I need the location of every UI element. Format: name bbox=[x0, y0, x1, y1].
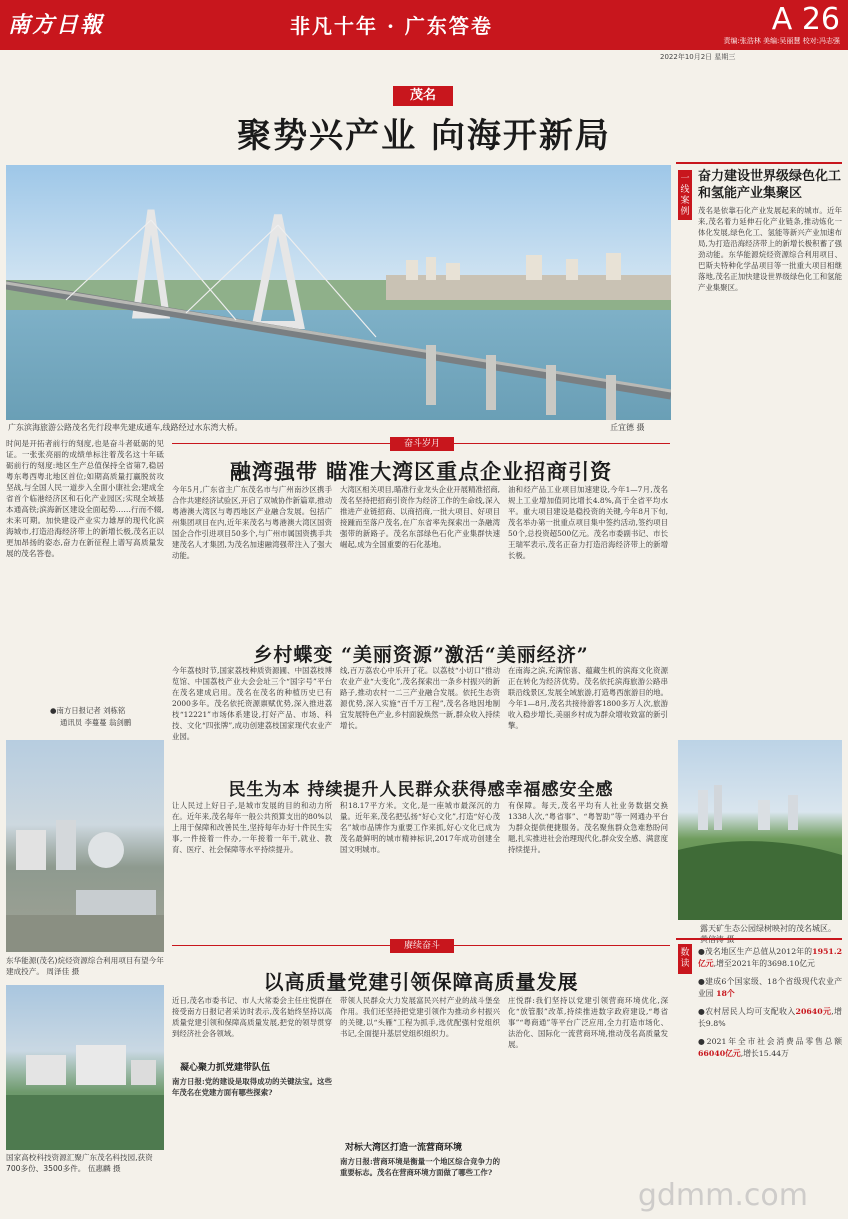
section1-title: 融湾强带 瞄准大湾区重点企业招商引资 bbox=[229, 459, 613, 484]
intro-text: 时间是开拓者前行的刻度,也是奋斗者砥砺的见证。一张张亮丽的成绩单标注着茂名这十年砥砺前行的刻度:地区生产总值保持全省第7,稳居粤东粤西粤北地区首位;如期高质量打赢脱贫攻坚战,与全国人民一道步入全面小康社会;建成全省首个临港经济区和石化产业园区;实现全域基本通高铁;滨海新区建设全面起势……行而不辍,未来可期。加快建设产业实力雄厚的现代化滨海城市,打造沿海经济带上的新增长极,茂名正以更加昂扬的姿态,奋力在新征程上谱写高质量发展的茂名答卷。 bbox=[6, 439, 164, 558]
intro-reporter: ●南方日报记者 刘栋铭 bbox=[50, 706, 126, 715]
sidebar-tab-case: 一线案例 bbox=[678, 170, 692, 220]
section3-col2: 积18.17平方米。文化,是一座城市最深沉的力量。近年来,茂名把弘扬“好心文化”,打造“好心茂名”城市品牌作为重要工作来抓,好心文化已成为茂名最鲜明的城市精神标识,2017年成功创建全国文明城市。 bbox=[340, 801, 500, 854]
number-suffix: ,增至2021年的3698.10亿元 bbox=[713, 959, 815, 968]
number-label: ●农村居民人均可支配收入 bbox=[698, 1007, 796, 1016]
page-headline: 聚势兴产业 向海开新局 bbox=[237, 116, 611, 156]
number-label: ●茂名地区生产总值从2012年的 bbox=[698, 947, 813, 956]
newspaper-logo: 南方日報 bbox=[8, 12, 105, 38]
bridge-illustration bbox=[6, 165, 671, 420]
watermark: gdmm.com bbox=[637, 1178, 808, 1213]
sidebar-body: 茂名是依靠石化产业发展起来的城市。近年来,茂名着力延伸石化产业链条,推动炼化一体化发展,绿色化工、氢能等新兴产业加速布局,为打造沿海经济带上的新增长极积蓄了强劲动能。东华能源烷烃资源综合利用项目、巴斯夫特种化学品项目等一批重大项目相继落地,茂名正加快建设世界级绿色化工和氢能产业集聚区。 bbox=[698, 206, 842, 292]
left-photo2-caption bbox=[6, 955, 164, 977]
number-item bbox=[698, 1036, 842, 1060]
section4-badge: 赓续奋斗 bbox=[390, 939, 454, 953]
sidebar-rule bbox=[676, 162, 842, 164]
number-item bbox=[698, 1006, 842, 1030]
series-title: 非凡十年 · 广东答卷 bbox=[290, 14, 493, 38]
number-value: 20640元 bbox=[795, 1007, 832, 1016]
city-illustration bbox=[678, 740, 842, 920]
left-photo3-caption-text: 国家高校科技资源汇聚广东茂名科技园,获资700多份、3500多件。 bbox=[6, 1153, 153, 1173]
editors-line: 责编:张浩林 美编:吴丽慧 校对:冯志强 bbox=[723, 37, 840, 45]
topic-label: 茂名 bbox=[393, 86, 453, 106]
number-value: 1951.2亿元 bbox=[698, 947, 842, 968]
issue-date: 2022年10月2日 星期三 bbox=[660, 53, 736, 61]
sidebar-title: 奋力建设世界级绿色化工和氢能产业集聚区 bbox=[698, 169, 842, 201]
section3-title: 民生为本 持续提升人民群众获得感幸福感安全感 bbox=[228, 780, 614, 800]
number-value: 66040亿元 bbox=[698, 1049, 741, 1058]
industry-illustration bbox=[6, 740, 164, 952]
sidebar-city-photo bbox=[678, 740, 842, 920]
left-campus-photo bbox=[6, 985, 164, 1150]
left-photo3-caption bbox=[6, 1152, 164, 1174]
section4-col1: 近日,茂名市委书记、市人大常委会主任庄悦群在接受南方日报记者采访时表示,茂名始终坚持以高质量党建引领和保障高质量发展,把党的领导贯穿到经济社会各领域。 bbox=[172, 996, 332, 1038]
sidebar-photo-caption bbox=[700, 923, 842, 945]
section2-col2: 线,百万荔农心中乐开了花。以荔枝“小切口”推动农业产业“大变化”,茂名探索出一条乡村振兴的新路子,推动农村一二三产业融合发展。依托生态资源优势,深入实施“百千万工程”,茂名各地因地制宜发展特色产业,乡村面貌焕然一新,群众收入持续增长。 bbox=[340, 666, 500, 730]
main-photo-caption: 广东滨海旅游公路茂名先行段率先建成通车,线路经过水东湾大桥。 bbox=[8, 423, 243, 432]
section1-badge: 奋斗岁月 bbox=[390, 437, 454, 451]
section3-col3: 有保障。每天,茂名平均有人社业务数据交换1338人次,“粤省事”、“粤智助”等一网通办平台为群众提供便捷服务。茂名聚焦群众急难愁盼问题,扎实推进社会治理现代化,群众安全感、满意度持续提升。 bbox=[508, 801, 668, 854]
number-value: 18个 bbox=[716, 989, 735, 998]
section4-col3: 庄悦群:我们坚持以党建引领营商环境优化,深化“放管服”改革,持续推进数字政府建设,“粤省事”“粤商通”等平台广泛应用,全力打造市场化、法治化、国际化一流营商环境,推动茂名高质量发展。 bbox=[508, 996, 668, 1049]
campus-illustration bbox=[6, 985, 164, 1150]
left-photo2-credit: 周泽佳 摄 bbox=[46, 967, 80, 976]
number-label: ●建成6个国家级、18个省级现代农业产业园 bbox=[698, 977, 842, 998]
section4-qa1: 南方日报:党的建设是取得成功的关键法宝。这些年茂名在党建方面有哪些探索? bbox=[172, 1077, 332, 1097]
main-photo-credit: 丘宜德 摄 bbox=[610, 423, 645, 432]
main-bridge-photo bbox=[6, 165, 671, 420]
left-photo3-credit: 伍惠麟 摄 bbox=[87, 1164, 121, 1173]
section1-col2: 大湾区相关项目,瞄准行业龙头企业开展精准招商,茂名坚持把招商引资作为经济工作的生命线,深入推进产业链招商、以商招商,一批大项目、好项目接踵而至落户茂名,在广东省率先探索出一条融湾强带的新路子。茂名东部绿色石化产业集群快速崛起,成为全国重要的石化基地。 bbox=[340, 485, 500, 549]
sidebar-tab-numbers: 数读 bbox=[678, 944, 692, 974]
section4-title: 以高质量党建引领保障高质量发展 bbox=[263, 970, 579, 994]
section4-col2: 带领人民群众大力发展富民兴村产业的战斗堡垒作用。我们还坚持把党建引领作为推动乡村振兴的关键,以“头雁”工程为抓手,选优配强村党组织书记,全面提升基层党组织组织力。 bbox=[340, 996, 500, 1038]
section4-sub2: 对标大湾区打造一流营商环境 bbox=[345, 1143, 463, 1153]
section3-col1: 让人民过上好日子,是城市发展的目的和动力所在。近年来,茂名每年一般公共预算支出的80%以上用于保障和改善民生,坚持每年办好十件民生实事,一件接着一件办,一年接着一年干,就业、教育、医疗、社会保障等水平持续提升。 bbox=[172, 801, 332, 854]
sidebar-numbers-rule bbox=[676, 938, 842, 940]
intro-correspondents: 通讯员 李蔓蔓 翁剑鹏 bbox=[60, 718, 132, 727]
masthead-bar bbox=[0, 0, 848, 50]
page-number: A 26 bbox=[771, 2, 840, 37]
section4-sub1: 凝心聚力抓党建带队伍 bbox=[180, 1063, 271, 1073]
section1-col3: 油和烃产品工业项目加速建设,今年1—7月,茂名规上工业增加值同比增长4.8%,高于全省平均水平。重大项目建设是稳投资的关键,今年8月下旬,茂名举办第一批重点项目集中签约活动,签约项目50个,总投资超500亿元。茂名市委副书记、市长王瑞军表示,茂名正奋力打造沿海经济带上的新增长极。 bbox=[508, 485, 668, 560]
number-item bbox=[698, 976, 842, 1000]
number-suffix: ,增长15.44万 bbox=[740, 1049, 789, 1058]
number-label: ●2021年全市社会消费品零售总额 bbox=[698, 1037, 842, 1046]
sidebar-numbers bbox=[698, 946, 842, 1216]
number-item bbox=[698, 946, 842, 970]
section2-title: 乡村蝶变 “美丽资源”激活“美丽经济” bbox=[253, 644, 589, 666]
left-industry-photo bbox=[6, 740, 164, 952]
number-suffix: ,增长9.8% bbox=[698, 1007, 842, 1028]
section2-col1: 今年荔枝时节,国家荔枝种质资源圃、中国荔枝博览馆、中国荔枝产业大会会址三个“国字号”平台在茂名建成启用。茂名在茂名的种植历史已有2000多年。茂名依托资源禀赋优势,深入推进荔枝“12221”市场体系建设,打好产品、市场、科技、文化“四张牌”,成功创建荔枝国家现代农业产业园。 bbox=[172, 666, 332, 741]
section1-col1: 今年5月,广东省主广东茂名市与广州南沙区携手合作共建经济试验区,开启了双城协作新篇章,推动粤港澳大湾区与粤西地区产业融合发展。包括广州集团项目在内,近年来茂名与粤港澳大湾区国资国企合作引进项目50多个,与广州市属国资携手共建茂名人才集团,为茂名加速融湾强带注入了强大动能。 bbox=[172, 485, 332, 560]
sidebar-photo-caption-text: 露天矿生态公园绿树映衬的茂名城区。 bbox=[700, 924, 836, 933]
left-photo2-caption-text: 东华能源(茂名)烷烃资源综合利用项目有望今年建成投产。 bbox=[6, 956, 164, 976]
section4-qa2: 南方日报:营商环境是衡量一个地区综合竞争力的重要标志。茂名在营商环境方面做了哪些工作? bbox=[340, 1157, 500, 1177]
section2-col3: 在南海之滨,充满惊喜、蕴藏生机的滨海文化资源正在转化为经济优势。茂名依托滨海旅游公路串联沿线景区,发展全域旅游,打造粤西旅游目的地。今年1—8月,茂名共接待游客1800多万人次,旅游收入稳步增长,美丽乡村成为群众增收致富的新引擎。 bbox=[508, 666, 668, 730]
